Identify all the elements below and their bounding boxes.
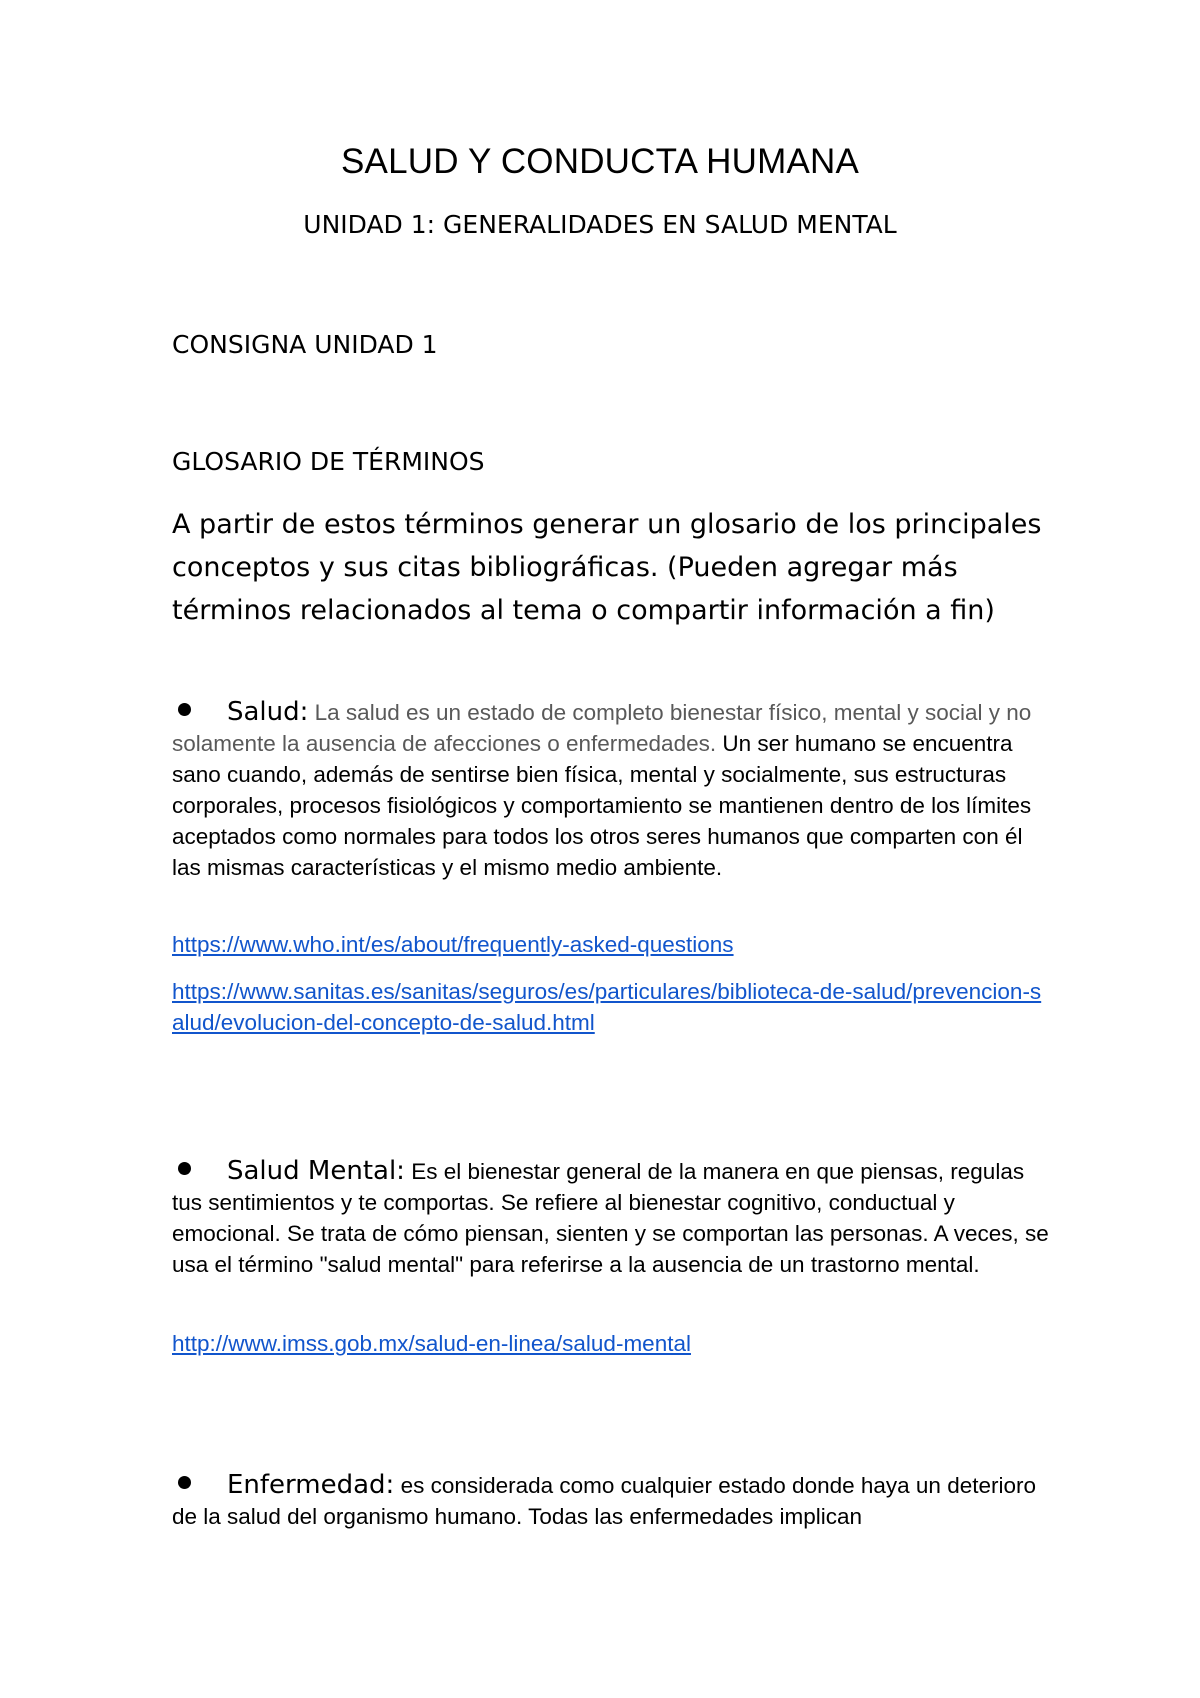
reference-link-who[interactable]: https://www.who.int/es/about/frequently-asked-questions [172,932,734,957]
document-subtitle: UNIDAD 1: GENERALIDADES EN SALUD MENTAL [303,210,897,239]
document-title: SALUD Y CONDUCTA HUMANA [340,142,860,181]
intro-paragraph: A partir de estos términos generar un glosario de los principales conceptos y sus citas bibliográficas. (Pueden agregar más términos relacionados al tema o compartir información a fin) [172,509,1042,626]
consigna-heading: CONSIGNA UNIDAD 1 [172,330,438,359]
bullet-icon [178,1162,191,1175]
reference-link-sanitas[interactable]: https://www.sanitas.es/sanitas/seguros/es/particulares/biblioteca-de-salud/prevencion-salud/evolucion-del-concepto-de-salud.html [172,979,1042,1035]
entry-enfermedad [172,1470,1052,1532]
entry-salud-mental [172,1156,1052,1280]
entry-term: Salud: [227,697,309,727]
entry-definition: Un ser humano se encuentra sano cuando, además de sentirse bien física, mental y socialmente, sus estructuras corporales, procesos fisiológicos y comportamiento se mantienen dentro de los límites aceptados como normales para todos los otros seres humanos que comparten con él las mismas características y el mismo medio ambiente. [172,731,1032,880]
entry-definition-quote: La salud es un estado de completo bienestar físico, mental y social y no solamente la ausencia de afecciones o enfermedades. [172,700,1032,756]
entry-definition: es considerada como cualquier estado donde haya un deterioro de la salud del organismo humano. Todas las enfermedades implican [172,1473,1036,1529]
entry-salud [172,697,1052,883]
glosario-heading: GLOSARIO DE TÉRMINOS [172,447,485,476]
entry-term: Salud Mental: [227,1156,405,1186]
reference-link-imss[interactable]: http://www.imss.gob.mx/salud-en-linea/salud-mental [172,1331,691,1356]
bullet-icon [178,1476,191,1489]
entry-term: Enfermedad: [227,1470,395,1500]
bullet-icon [178,703,191,716]
entry-definition: Es el bienestar general de la manera en que piensas, regulas tus sentimientos y te comportas. Se refiere al bienestar cognitivo, conductual y emocional. Se trata de cómo piensan, sienten y se comportan las personas. A veces, se usa el término "salud mental" para referirse a la ausencia de un trastorno mental. [172,1159,1049,1277]
